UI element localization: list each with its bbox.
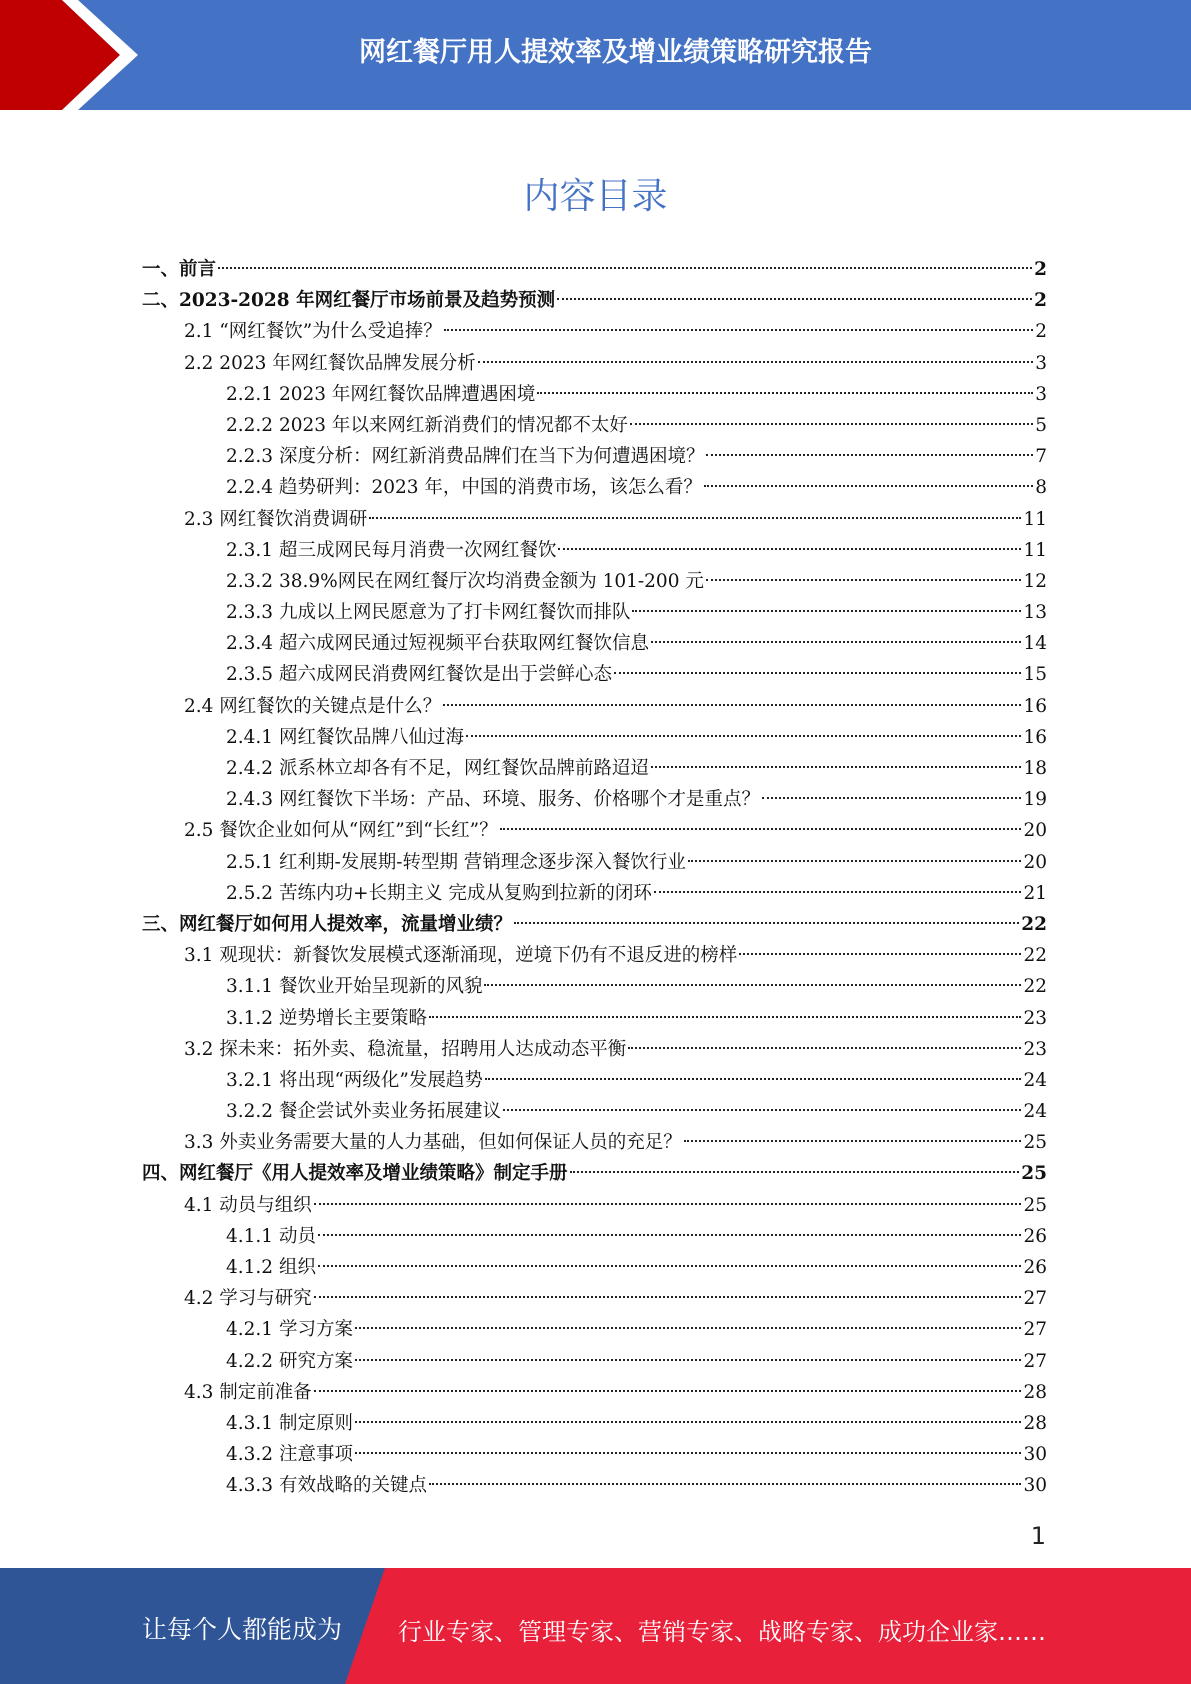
toc-dot-leader	[355, 1359, 1022, 1361]
toc-entry-title: 4.3.2 注意事项	[226, 1444, 353, 1466]
toc-entry[interactable]	[142, 1314, 1047, 1345]
toc-dot-leader	[314, 1203, 1022, 1205]
toc-entry[interactable]	[142, 285, 1047, 316]
toc-dot-leader	[314, 1296, 1022, 1298]
toc-dot-leader	[429, 1016, 1021, 1018]
toc-dot-leader	[503, 1109, 1021, 1111]
toc-entry[interactable]	[142, 1003, 1047, 1034]
toc-entry[interactable]	[142, 504, 1047, 535]
toc-dot-leader	[630, 423, 1033, 425]
toc-entry-page: 27	[1023, 1350, 1047, 1372]
toc-entry-title: 3.1 观现状：新餐饮发展模式逐渐涌现，逆境下仍有不退反进的榜样	[184, 945, 738, 967]
toc-heading: 内容目录	[523, 176, 668, 217]
toc-dot-leader	[762, 797, 1021, 799]
toc-entry-page: 8	[1035, 477, 1047, 499]
toc-entry-title: 2.2.1 2023 年网红餐饮品牌遭遇困境	[226, 383, 536, 405]
toc-entry-title: 3.2.1 将出现“两级化”发展趋势	[226, 1069, 483, 1091]
toc-entry-title: 三、网红餐厅如何用人提效率，流量增业绩？	[142, 913, 513, 935]
toc-entry-page: 14	[1023, 633, 1047, 655]
toc-entry-page: 27	[1023, 1319, 1047, 1341]
toc-entry[interactable]	[142, 1127, 1047, 1158]
toc-entry-page: 26	[1023, 1257, 1047, 1278]
toc-entry-page: 16	[1023, 695, 1047, 717]
toc-entry-page: 28	[1023, 1412, 1047, 1434]
toc-dot-leader	[739, 953, 1021, 955]
toc-entry-title: 2.2.3 深度分析：网红新消费品牌们在当下为何遭遇困境？	[226, 446, 705, 468]
toc-entry[interactable]	[142, 659, 1047, 690]
toc-entry[interactable]	[142, 847, 1047, 878]
toc-entry-title: 2.3.5 超六成网民消费网红餐饮是出于尝鲜心态	[226, 664, 612, 686]
toc-dot-leader	[684, 1140, 1022, 1142]
toc-dot-leader	[704, 485, 1033, 487]
toc-dot-leader	[429, 1483, 1021, 1485]
toc-dot-leader	[557, 298, 1032, 300]
toc-entry[interactable]	[142, 1408, 1047, 1439]
toc-entry-page: 28	[1023, 1381, 1047, 1403]
toc-entry[interactable]	[142, 940, 1047, 971]
table-of-contents	[142, 254, 1047, 1502]
toc-entry-title: 4.2.1 学习方案	[226, 1319, 353, 1341]
toc-entry[interactable]	[142, 566, 1047, 597]
toc-entry[interactable]	[142, 410, 1047, 441]
toc-entry[interactable]	[142, 1034, 1047, 1065]
toc-dot-leader	[318, 1265, 1022, 1267]
toc-entry-title: 4.3 制定前准备	[184, 1381, 312, 1403]
toc-entry-title: 2.4.3 网红餐饮下半场：产品、环境、服务、价格哪个才是重点？	[226, 789, 760, 811]
toc-entry[interactable]	[142, 348, 1047, 379]
toc-entry[interactable]	[142, 1439, 1047, 1470]
toc-dot-leader	[632, 610, 1021, 612]
toc-entry-page: 2	[1034, 259, 1047, 280]
toc-dot-leader	[218, 267, 1032, 269]
toc-entry[interactable]	[142, 1346, 1047, 1377]
toc-dot-leader	[570, 1171, 1020, 1173]
toc-entry-title: 一、前言	[142, 259, 217, 280]
toc-dot-leader	[558, 548, 1021, 550]
toc-entry-title: 2.4 网红餐饮的关键点是什么？	[184, 695, 442, 717]
toc-entry-title: 2.2 2023 年网红餐饮品牌发展分析	[184, 352, 476, 374]
toc-entry[interactable]	[142, 379, 1047, 410]
toc-entry[interactable]	[142, 628, 1047, 659]
toc-entry-title: 2.3.3 九成以上网民愿意为了打卡网红餐饮而排队	[226, 602, 631, 624]
toc-entry-page: 21	[1023, 882, 1047, 904]
toc-entry[interactable]	[142, 1158, 1047, 1189]
toc-dot-leader	[318, 1234, 1022, 1236]
toc-dot-leader	[514, 922, 1019, 924]
toc-entry-title: 4.3.1 制定原则	[226, 1412, 353, 1434]
toc-entry-page: 24	[1023, 1101, 1047, 1123]
toc-dot-leader	[706, 579, 1022, 581]
toc-entry-page: 7	[1035, 446, 1047, 468]
toc-entry[interactable]	[142, 1190, 1047, 1221]
report-title: 网红餐厅用人提效率及增业绩策略研究报告	[359, 37, 872, 68]
toc-entry-title: 2.5.2 苦练内功+长期主义 完成从复购到拉新的闭环	[226, 882, 652, 904]
toc-entry-title: 3.1.1 餐饮业开始呈现新的风貌	[226, 976, 483, 998]
toc-entry-page: 25	[1023, 1132, 1047, 1154]
toc-entry-title: 四、网红餐厅《用人提效率及增业绩策略》制定手册	[142, 1163, 568, 1185]
toc-entry-page: 18	[1023, 758, 1047, 779]
page-number: 1	[1030, 1522, 1046, 1550]
toc-entry-title: 3.1.2 逆势增长主要策略	[226, 1007, 427, 1029]
toc-dot-leader	[628, 1047, 1021, 1049]
toc-dot-leader	[500, 828, 1022, 830]
toc-entry-title: 3.3 外卖业务需要大量的人力基础，但如何保证人员的充足？	[184, 1132, 682, 1154]
toc-dot-leader	[651, 766, 1021, 768]
toc-dot-leader	[651, 641, 1021, 643]
toc-entry[interactable]	[142, 1221, 1047, 1252]
toc-entry-title: 4.1 动员与组织	[184, 1194, 312, 1216]
toc-entry-page: 23	[1023, 1038, 1047, 1060]
toc-dot-leader	[485, 1078, 1022, 1080]
toc-entry-title: 2.4.1 网红餐饮品牌八仙过海	[226, 726, 464, 748]
toc-entry[interactable]	[142, 1252, 1047, 1283]
toc-entry-title: 2.4.2 派系林立却各有不足，网红餐饮品牌前路迢迢	[226, 758, 649, 779]
toc-dot-leader	[484, 984, 1021, 986]
toc-entry-title: 2.3 网红餐饮消费调研	[184, 508, 368, 530]
toc-entry-title: 3.2.2 餐企尝试外卖业务拓展建议	[226, 1101, 501, 1123]
toc-entry-title: 2.5.1 红利期-发展期-转型期 营销理念逐步深入餐饮行业	[226, 851, 686, 873]
toc-entry[interactable]	[142, 316, 1047, 347]
toc-entry-page: 23	[1023, 1007, 1047, 1029]
toc-entry-page: 2	[1035, 321, 1047, 343]
toc-entry-title: 2.1 “网红餐饮”为什么受追捧？	[184, 321, 442, 343]
toc-dot-leader	[369, 517, 1021, 519]
toc-entry-page: 19	[1023, 789, 1047, 811]
toc-entry-page: 3	[1035, 352, 1047, 374]
toc-entry-page: 15	[1023, 664, 1047, 686]
toc-entry-title: 4.3.3 有效战略的关键点	[226, 1475, 427, 1497]
report-footer	[0, 1568, 1191, 1684]
toc-entry[interactable]	[142, 971, 1047, 1002]
toc-dot-leader	[466, 735, 1021, 737]
toc-entry[interactable]	[142, 1065, 1047, 1096]
toc-entry-page: 30	[1023, 1475, 1047, 1497]
toc-entry[interactable]	[142, 441, 1047, 472]
toc-entry-page: 22	[1023, 945, 1047, 967]
toc-entry-page: 11	[1023, 508, 1047, 530]
toc-entry-page: 3	[1035, 383, 1047, 405]
toc-entry-title: 4.1.1 动员	[226, 1225, 316, 1247]
toc-entry-page: 26	[1023, 1225, 1047, 1247]
toc-dot-leader	[654, 891, 1022, 893]
toc-entry[interactable]	[142, 535, 1047, 566]
toc-dot-leader	[688, 860, 1022, 862]
toc-entry-page: 13	[1023, 602, 1047, 624]
toc-entry-title: 二、2023-2028 年网红餐厅市场前景及趋势预测	[142, 290, 556, 312]
toc-entry-page: 25	[1021, 1163, 1047, 1185]
toc-dot-leader	[355, 1421, 1022, 1423]
toc-entry[interactable]	[142, 1470, 1047, 1501]
toc-entry-title: 4.2.2 研究方案	[226, 1350, 353, 1372]
toc-entry-title: 2.2.2 2023 年以来网红新消费们的情况都不太好	[226, 414, 628, 436]
toc-entry-page: 2	[1034, 290, 1047, 312]
toc-entry[interactable]	[142, 784, 1047, 815]
toc-entry-title: 2.3.1 超三成网民每月消费一次网红餐饮	[226, 539, 557, 561]
toc-entry-title: 4.2 学习与研究	[184, 1288, 312, 1310]
toc-dot-leader	[706, 454, 1033, 456]
toc-dot-leader	[355, 1327, 1022, 1329]
toc-entry-title: 3.2 探未来：拓外卖、稳流量，招聘用人达成动态平衡	[184, 1038, 627, 1060]
toc-entry[interactable]	[142, 1096, 1047, 1127]
toc-dot-leader	[443, 704, 1021, 706]
toc-entry[interactable]	[142, 722, 1047, 753]
toc-dot-leader	[478, 361, 1033, 363]
toc-entry[interactable]	[142, 878, 1047, 909]
toc-entry[interactable]	[142, 1377, 1047, 1408]
toc-entry[interactable]	[142, 815, 1047, 846]
toc-entry-page: 12	[1023, 570, 1047, 592]
toc-entry-page: 27	[1023, 1288, 1047, 1310]
toc-entry[interactable]	[142, 691, 1047, 722]
toc-entry-page: 22	[1023, 976, 1047, 998]
toc-dot-leader	[314, 1390, 1022, 1392]
toc-entry[interactable]	[142, 753, 1047, 784]
toc-entry[interactable]	[142, 1283, 1047, 1314]
toc-entry[interactable]	[142, 254, 1047, 285]
toc-entry-title: 2.3.4 超六成网民通过短视频平台获取网红餐饮信息	[226, 633, 649, 655]
toc-entry-page: 30	[1023, 1444, 1047, 1466]
toc-entry-page: 24	[1023, 1069, 1047, 1091]
toc-dot-leader	[537, 392, 1033, 394]
toc-entry[interactable]	[142, 472, 1047, 503]
toc-entry-page: 20	[1023, 820, 1047, 842]
toc-entry[interactable]	[142, 597, 1047, 628]
toc-dot-leader	[444, 329, 1034, 331]
footer-slogan-left: 让每个人都能成为	[142, 1615, 343, 1644]
toc-entry-title: 2.5 餐饮企业如何从“网红”到“长红”？	[184, 820, 498, 842]
toc-entry-page: 16	[1023, 726, 1047, 748]
toc-entry-title: 4.1.2 组织	[226, 1257, 316, 1278]
report-header	[0, 0, 1191, 110]
toc-entry-title: 2.2.4 趋势研判：2023 年，中国的消费市场，该怎么看？	[226, 477, 702, 499]
toc-entry-page: 22	[1021, 913, 1047, 935]
toc-entry-page: 20	[1023, 851, 1047, 873]
footer-slogan-right: 行业专家、管理专家、营销专家、战略专家、成功企业家……	[398, 1618, 1046, 1646]
toc-entry-page: 25	[1023, 1194, 1047, 1216]
toc-entry[interactable]	[142, 909, 1047, 940]
toc-dot-leader	[355, 1452, 1022, 1454]
toc-entry-page: 5	[1035, 414, 1047, 436]
toc-dot-leader	[614, 672, 1021, 674]
toc-entry-page: 11	[1023, 539, 1047, 561]
toc-entry-title: 2.3.2 38.9%网民在网红餐厅次均消费金额为 101-200 元	[226, 570, 704, 592]
